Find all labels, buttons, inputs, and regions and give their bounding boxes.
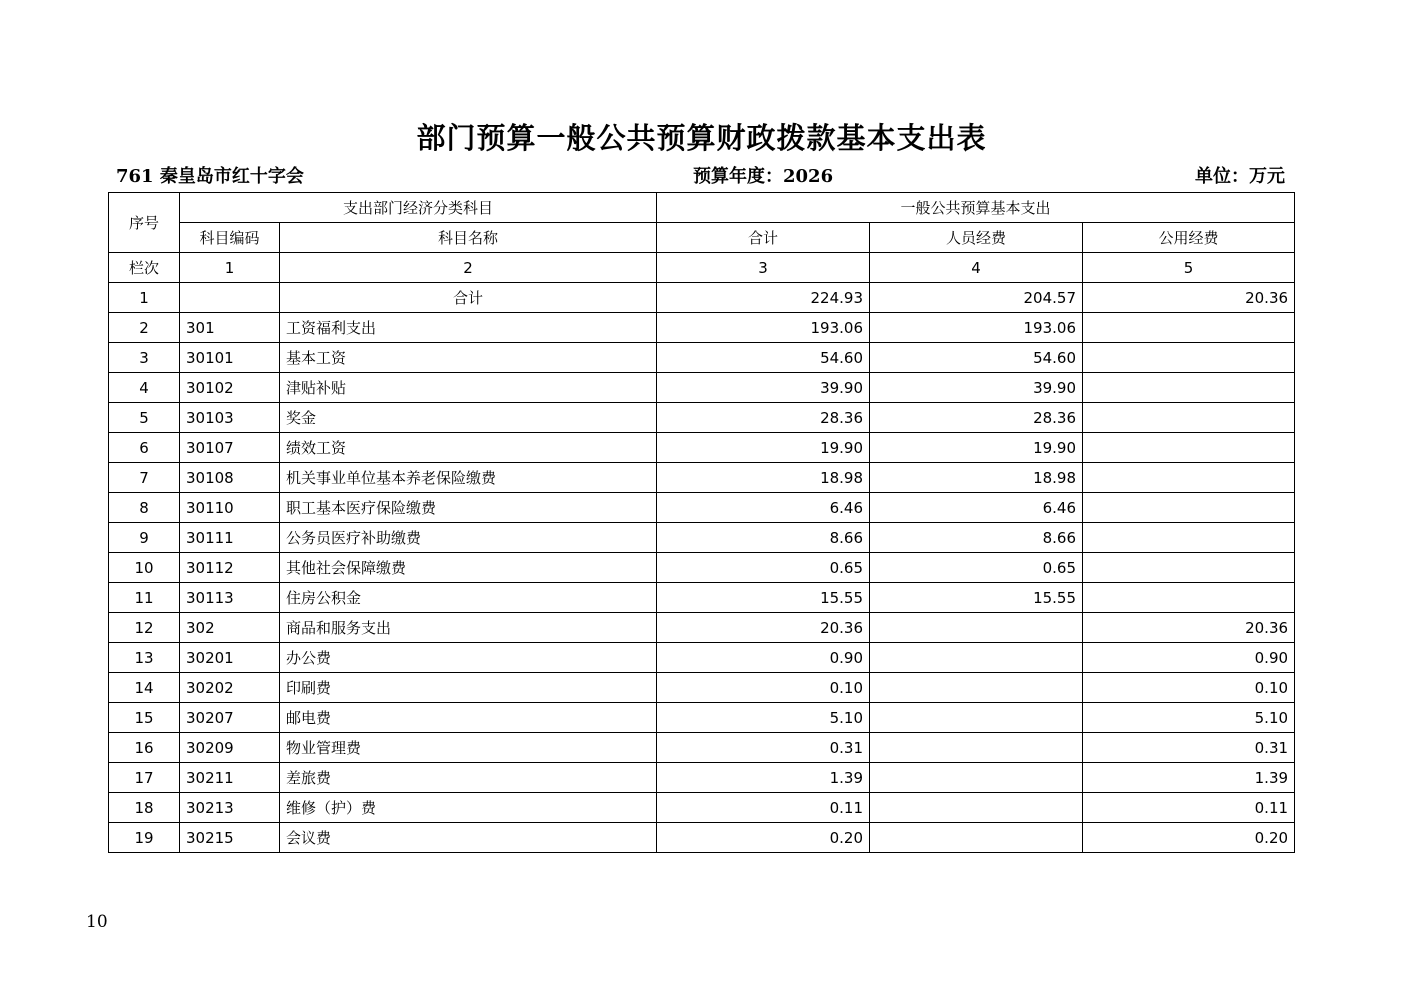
cell-public <box>1083 553 1295 583</box>
cell-seq: 12 <box>109 613 180 643</box>
table-row <box>109 763 1295 793</box>
table-row <box>109 793 1295 823</box>
cell-public: 1.39 <box>1083 763 1295 793</box>
cell-seq: 11 <box>109 583 180 613</box>
cell-total: 20.36 <box>657 613 870 643</box>
cell-seq: 17 <box>109 763 180 793</box>
cell-code: 30110 <box>180 493 280 523</box>
cell-seq: 14 <box>109 673 180 703</box>
unit-label: 单位：万元 <box>1195 166 1285 187</box>
cell-code: 30211 <box>180 763 280 793</box>
cell-total: 28.36 <box>657 403 870 433</box>
header-total: 合计 <box>657 223 870 253</box>
header-econ-group: 支出部门经济分类科目 <box>180 193 657 223</box>
cell-name: 绩效工资 <box>280 433 657 463</box>
cell-personnel: 0.65 <box>870 553 1083 583</box>
cell-public: 0.10 <box>1083 673 1295 703</box>
cell-name: 物业管理费 <box>280 733 657 763</box>
cell-total: 15.55 <box>657 583 870 613</box>
column-index-label: 栏次 <box>109 253 180 283</box>
cell-code: 30107 <box>180 433 280 463</box>
cell-name: 奖金 <box>280 403 657 433</box>
cell-seq: 1 <box>109 283 180 313</box>
column-index-3: 3 <box>657 253 870 283</box>
cell-name: 办公费 <box>280 643 657 673</box>
cell-code: 30102 <box>180 373 280 403</box>
table-row <box>109 463 1295 493</box>
cell-total: 8.66 <box>657 523 870 553</box>
cell-code: 30111 <box>180 523 280 553</box>
cell-total: 193.06 <box>657 313 870 343</box>
cell-personnel <box>870 733 1083 763</box>
header-general-group: 一般公共预算基本支出 <box>657 193 1295 223</box>
cell-public: 0.11 <box>1083 793 1295 823</box>
cell-public <box>1083 343 1295 373</box>
table-row <box>109 313 1295 343</box>
cell-personnel: 18.98 <box>870 463 1083 493</box>
cell-name: 商品和服务支出 <box>280 613 657 643</box>
cell-code: 301 <box>180 313 280 343</box>
header-name: 科目名称 <box>280 223 657 253</box>
cell-personnel: 6.46 <box>870 493 1083 523</box>
cell-total: 0.10 <box>657 673 870 703</box>
table-row <box>109 643 1295 673</box>
cell-name: 会议费 <box>280 823 657 853</box>
cell-personnel: 28.36 <box>870 403 1083 433</box>
column-index-1: 1 <box>180 253 280 283</box>
cell-seq: 18 <box>109 793 180 823</box>
cell-personnel: 193.06 <box>870 313 1083 343</box>
page-number: 10 <box>86 912 108 932</box>
page-title: 部门预算一般公共预算财政拨款基本支出表 <box>416 121 987 155</box>
table-row <box>109 523 1295 553</box>
cell-public: 20.36 <box>1083 283 1295 313</box>
cell-seq: 8 <box>109 493 180 523</box>
cell-seq: 5 <box>109 403 180 433</box>
cell-total: 6.46 <box>657 493 870 523</box>
cell-public <box>1083 373 1295 403</box>
cell-code: 30201 <box>180 643 280 673</box>
cell-code: 30207 <box>180 703 280 733</box>
cell-total: 19.90 <box>657 433 870 463</box>
cell-code: 30209 <box>180 733 280 763</box>
cell-public: 0.20 <box>1083 823 1295 853</box>
table-row <box>109 613 1295 643</box>
cell-personnel <box>870 823 1083 853</box>
table-row <box>109 373 1295 403</box>
header-personnel: 人员经费 <box>870 223 1083 253</box>
column-index-row <box>109 253 1295 283</box>
cell-name: 机关事业单位基本养老保险缴费 <box>280 463 657 493</box>
cell-name: 住房公积金 <box>280 583 657 613</box>
cell-public <box>1083 313 1295 343</box>
table-row <box>109 703 1295 733</box>
table-row <box>109 433 1295 463</box>
cell-seq: 15 <box>109 703 180 733</box>
header-row-1 <box>109 193 1295 223</box>
header-public: 公用经费 <box>1083 223 1295 253</box>
cell-public: 0.31 <box>1083 733 1295 763</box>
cell-public <box>1083 403 1295 433</box>
cell-name: 维修（护）费 <box>280 793 657 823</box>
cell-public: 20.36 <box>1083 613 1295 643</box>
cell-total: 0.65 <box>657 553 870 583</box>
table-row <box>109 403 1295 433</box>
cell-seq: 19 <box>109 823 180 853</box>
cell-name: 公务员医疗补助缴费 <box>280 523 657 553</box>
table-row <box>109 493 1295 523</box>
cell-total: 0.20 <box>657 823 870 853</box>
cell-personnel <box>870 643 1083 673</box>
cell-name: 职工基本医疗保险缴费 <box>280 493 657 523</box>
cell-code: 30215 <box>180 823 280 853</box>
cell-public <box>1083 583 1295 613</box>
cell-personnel <box>870 613 1083 643</box>
cell-total: 39.90 <box>657 373 870 403</box>
cell-seq: 3 <box>109 343 180 373</box>
cell-total: 54.60 <box>657 343 870 373</box>
header-row-2 <box>109 223 1295 253</box>
cell-personnel <box>870 763 1083 793</box>
cell-seq: 9 <box>109 523 180 553</box>
table-row <box>109 283 1295 313</box>
cell-seq: 4 <box>109 373 180 403</box>
cell-code: 30202 <box>180 673 280 703</box>
cell-code: 30112 <box>180 553 280 583</box>
column-index-5: 5 <box>1083 253 1295 283</box>
table-row <box>109 733 1295 763</box>
cell-total: 0.90 <box>657 643 870 673</box>
table-row <box>109 583 1295 613</box>
cell-public <box>1083 463 1295 493</box>
cell-personnel: 204.57 <box>870 283 1083 313</box>
cell-seq: 10 <box>109 553 180 583</box>
cell-personnel: 8.66 <box>870 523 1083 553</box>
cell-public: 5.10 <box>1083 703 1295 733</box>
cell-code: 30103 <box>180 403 280 433</box>
table-row <box>109 673 1295 703</box>
cell-code: 30213 <box>180 793 280 823</box>
header-seq: 序号 <box>109 193 180 253</box>
cell-total: 224.93 <box>657 283 870 313</box>
budget-table <box>108 192 1295 853</box>
cell-name: 津贴补贴 <box>280 373 657 403</box>
cell-name: 差旅费 <box>280 763 657 793</box>
column-index-4: 4 <box>870 253 1083 283</box>
cell-code: 30108 <box>180 463 280 493</box>
cell-total: 5.10 <box>657 703 870 733</box>
cell-public: 0.90 <box>1083 643 1295 673</box>
cell-personnel: 54.60 <box>870 343 1083 373</box>
cell-name: 邮电费 <box>280 703 657 733</box>
cell-name: 其他社会保障缴费 <box>280 553 657 583</box>
table-row <box>109 343 1295 373</box>
cell-personnel <box>870 673 1083 703</box>
cell-personnel: 15.55 <box>870 583 1083 613</box>
cell-total: 0.31 <box>657 733 870 763</box>
cell-seq: 6 <box>109 433 180 463</box>
department-label: 761 秦皇岛市红十字会 <box>116 166 304 187</box>
cell-total: 0.11 <box>657 793 870 823</box>
cell-seq: 7 <box>109 463 180 493</box>
cell-personnel <box>870 703 1083 733</box>
column-index-2: 2 <box>280 253 657 283</box>
cell-total: 18.98 <box>657 463 870 493</box>
cell-code: 302 <box>180 613 280 643</box>
cell-personnel <box>870 793 1083 823</box>
budget-year-label: 预算年度：2026 <box>693 166 834 187</box>
cell-name: 工资福利支出 <box>280 313 657 343</box>
table-row <box>109 823 1295 853</box>
cell-seq: 2 <box>109 313 180 343</box>
table-row <box>109 553 1295 583</box>
cell-name: 基本工资 <box>280 343 657 373</box>
cell-code <box>180 283 280 313</box>
cell-public <box>1083 523 1295 553</box>
header-code: 科目编码 <box>180 223 280 253</box>
cell-name: 合计 <box>280 283 657 313</box>
cell-personnel: 19.90 <box>870 433 1083 463</box>
cell-code: 30113 <box>180 583 280 613</box>
cell-personnel: 39.90 <box>870 373 1083 403</box>
cell-public <box>1083 433 1295 463</box>
cell-code: 30101 <box>180 343 280 373</box>
cell-seq: 16 <box>109 733 180 763</box>
cell-total: 1.39 <box>657 763 870 793</box>
cell-name: 印刷费 <box>280 673 657 703</box>
cell-seq: 13 <box>109 643 180 673</box>
cell-public <box>1083 493 1295 523</box>
